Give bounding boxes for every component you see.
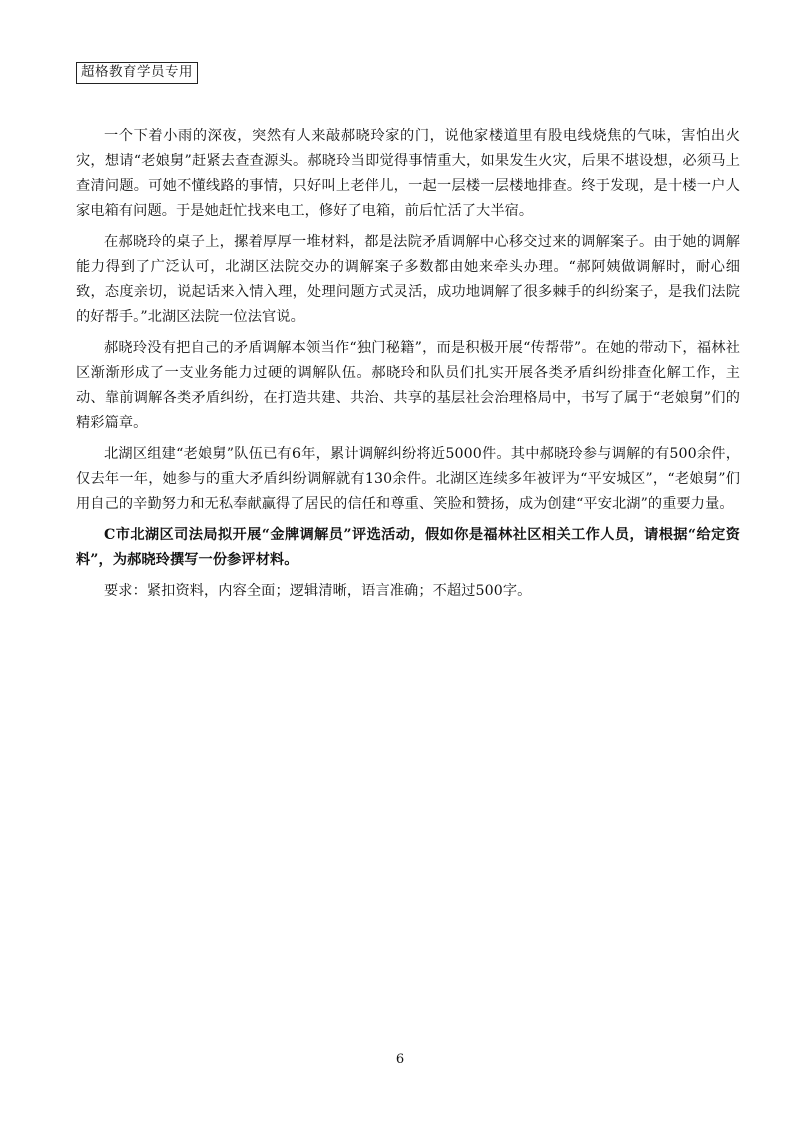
task-prompt: C市北湖区司法局拟开展“金牌调解员”评选活动，假如你是福林社区相关工作人员，请根据“给定资料”，为郝晓玲撰写一份参评材料。 [76,527,740,568]
paragraph-1: 一个下着小雨的深夜，突然有人来敲郝晓玲家的门，说他家楼道里有股电线烧焦的气味，害怕出火灾，想请“老娘舅”赶紧去查查源头。郝晓玲当即觉得事情重大，如果发生火灾，后果不堪设想，必须马上查清问题。可她不懂线路的事情，只好叫上老伴儿，一起一层楼一层楼地排查。终于发现，是十楼一户人家电箱有问题。于是她赶忙找来电工，修好了电箱，前后忙活了大半宿。 [76,128,740,219]
paragraph-2: 在郝晓玲的桌子上，摞着厚厚一堆材料，都是法院矛盾调解中心移交过来的调解案子。由于她的调解能力得到了广泛认可，北湖区法院交办的调解案子多数都由她来牵头办理。“郝阿姨做调解时，耐心细致，态度亲切，说起话来入情入理，处理问题方式灵活，成功地调解了很多棘手的纠纷案子，是我们法院的好帮手。”北湖区法院一位法官说。 [76,234,740,325]
document-body [76,124,740,610]
header-label: 超格教育学员专用 [76,62,198,84]
task-requirements: 要求：紧扣资料，内容全面；逻辑清晰，语言准确；不超过500字。 [104,583,532,599]
paragraph-3: 郝晓玲没有把自己的矛盾调解本领当作“独门秘籍”，而是积极开展“传帮带”。在她的带动下，福林社区渐渐形成了一支业务能力过硬的调解队伍。郝晓玲和队员们扎实开展各类矛盾纠纷排查化解工作，主动、靠前调解各类矛盾纠纷，在打造共建、共治、共享的基层社会治理格局中，书写了属于“老娘舅”们的精彩篇章。 [76,340,740,431]
page-number: 6 [395,1052,405,1067]
paragraph-4: 北湖区组建“老娘舅”队伍已有6年，累计调解纠纷将近5000件。其中郝晓玲参与调解的有500余件，仅去年一年，她参与的重大矛盾纠纷调解就有130余件。北湖区连续多年被评为“平安城区”，“老娘舅”们用自己的辛勤努力和无私奉献赢得了居民的信任和尊重、笑脸和赞扬，成为创建“平安北湖”的重要力量。 [76,446,740,512]
